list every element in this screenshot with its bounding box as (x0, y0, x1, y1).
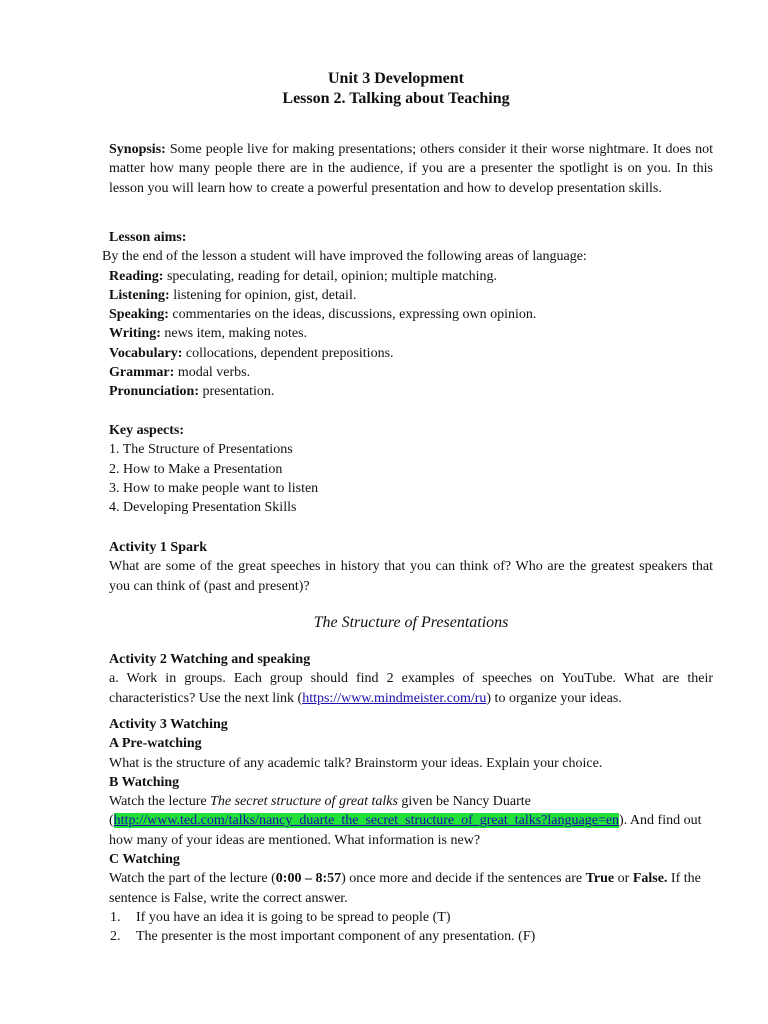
lesson-title: Lesson 2. Talking about Teaching (282, 90, 510, 107)
activity-2-text (109, 669, 713, 708)
statement-number: 1. (110, 909, 121, 925)
aim-text: listening for opinion, gist, detail. (173, 287, 357, 303)
key-aspect-item: 4. Developing Presentation Skills (109, 500, 297, 516)
b-watching-link-line (109, 811, 713, 850)
aim-text: speculating, reading for detail, opinion; multiple matching. (166, 268, 498, 284)
aim-label: Listening: (109, 287, 170, 303)
key-aspect-item: 2. How to Make a Presentation (109, 461, 283, 477)
c-text-3: If the sentence is False, write the correct answer. (109, 871, 701, 906)
aim-text: news item, making notes. (164, 326, 308, 342)
aim-item (109, 382, 713, 401)
mindmeister-link[interactable]: https://www.mindmeister.com/ru (302, 690, 487, 706)
aim-label: Grammar: (109, 365, 175, 381)
aim-item (109, 344, 713, 363)
pre-watching-heading: A Pre-watching (109, 736, 202, 752)
aim-label: Writing: (109, 326, 161, 342)
aim-label: Speaking: (109, 307, 169, 323)
aim-item (109, 324, 713, 343)
lesson-aims-heading: Lesson aims: (109, 230, 187, 245)
c-or: or (617, 871, 630, 887)
c-false: False. (632, 871, 668, 887)
aim-item (109, 305, 713, 324)
activity-1 (109, 538, 713, 596)
statement-text: The presenter is the most important component of any presentation. (F) (136, 929, 536, 945)
activity-3-heading: Activity 3 Watching (109, 717, 228, 732)
synopsis-label: Synopsis: (109, 142, 166, 157)
activity-2 (109, 650, 713, 708)
aim-text: modal verbs. (177, 365, 251, 381)
c-time: 0:00 – 8:57 (275, 871, 342, 887)
key-aspect-item: 3. How to make people want to listen (109, 480, 319, 496)
b-text-1: Watch the lecture (109, 794, 207, 810)
lecture-title: The secret structure of great talks (210, 794, 398, 810)
c-watching-heading: C Watching (109, 852, 180, 868)
key-aspects-heading: Key aspects: (109, 423, 185, 438)
pre-watching-text: What is the structure of any academic talk? Brainstorm your ideas. Explain your choice. (109, 755, 603, 771)
activity-1-text: What are some of the great speeches in history that you can think of? Who are the greatest speakers that you can think of (past and present)? (109, 559, 713, 594)
lesson-aims-intro: By the end of the lesson a student will have improved the following areas of language: (102, 249, 587, 265)
lesson-aims (102, 228, 713, 402)
synopsis-paragraph (109, 140, 713, 198)
activity-3 (109, 715, 713, 947)
statements-list (109, 908, 713, 947)
b-watching-line (109, 792, 713, 811)
b-watching-heading: B Watching (109, 774, 180, 790)
activity-2-text-before: a. Work in groups. Each group should find 2 examples of speeches on YouTube. What are their characteristics? Use the next link ( (109, 671, 713, 706)
aim-item (109, 267, 713, 286)
aim-label: Reading: (109, 268, 164, 284)
aim-item (109, 286, 713, 305)
aim-text: presentation. (202, 384, 275, 400)
section-title: The Structure of Presentations (313, 614, 509, 631)
ted-talk-link[interactable]: http://www.ted.com/talks/nancy_duarte_the_secret_structure_of_great_talks?language=en (113, 813, 620, 829)
statement-text: If you have an idea it is going to be spread to people (T) (136, 909, 451, 925)
activity-1-heading: Activity 1 Spark (109, 540, 207, 555)
key-aspect-item: 1. The Structure of Presentations (109, 442, 293, 458)
key-aspects (109, 421, 713, 517)
c-text-1: Watch the part of the lecture ( (109, 871, 276, 887)
aim-text: commentaries on the ideas, discussions, expressing own opinion. (172, 307, 537, 323)
statement-item (89, 927, 713, 946)
synopsis-text: Some people live for making presentations; others consider it their worse nightmare. It does not matter how many people there are in the audience, if you are a presenter the spotlight is on you. In this lesson you will learn how to create a powerful presentation and how to develop presentation skills. (109, 142, 714, 196)
aim-item (109, 363, 713, 382)
b-text-2: given be Nancy Duarte (401, 794, 531, 810)
c-true: True (585, 871, 615, 887)
aim-label: Pronunciation: (109, 384, 199, 400)
unit-title: Unit 3 Development (328, 70, 464, 87)
b-open-paren: ( (109, 813, 114, 829)
c-text-2: ) once more and decide if the sentences are (341, 871, 583, 887)
aim-text: collocations, dependent prepositions. (185, 345, 394, 361)
c-watching-instructions (109, 869, 713, 908)
activity-2-heading: Activity 2 Watching and speaking (109, 652, 311, 667)
activity-2-text-after: ) to organize your ideas. (486, 690, 622, 706)
statement-number: 2. (110, 929, 121, 945)
b-text-3: ). And find out how many of your ideas are mentioned. What information is new? (109, 813, 702, 848)
statement-item (89, 908, 713, 927)
aim-label: Vocabulary: (109, 345, 183, 361)
